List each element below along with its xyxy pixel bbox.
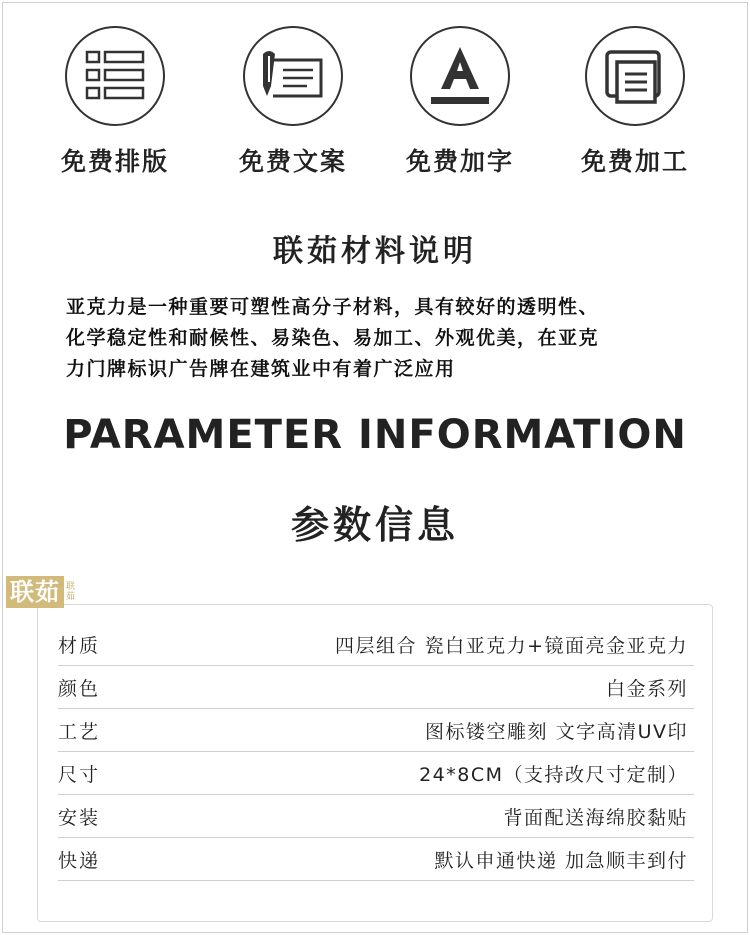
- param-value: 图标镂空雕刻 文字高清UV印: [425, 721, 688, 743]
- parameter-heading-cn: 参数信息: [290, 503, 459, 547]
- table-row: [58, 795, 694, 838]
- param-value: 默认申通快递 加急顺丰到付: [434, 850, 688, 872]
- parameter-table: [37, 604, 713, 922]
- table-row: [58, 623, 694, 666]
- param-key: 颜色: [58, 678, 101, 700]
- feature-label: 免费文案: [238, 147, 347, 176]
- param-value: 四层组合 瓷白亚克力+镜面亮金亚克力: [335, 635, 688, 657]
- letter-a-icon: [410, 26, 510, 126]
- brand-logo: [6, 575, 88, 609]
- pen-document-icon: [243, 26, 343, 126]
- param-value: 24*8CM（支持改尺寸定制）: [419, 764, 688, 786]
- table-row: [58, 752, 694, 795]
- param-key: 尺寸: [58, 764, 101, 786]
- feature-label: 免费加字: [405, 147, 514, 176]
- logo-text: 联茹: [6, 576, 64, 608]
- parameter-heading-en: PARAMETER INFORMATION: [63, 412, 687, 458]
- param-key: 安装: [58, 807, 101, 829]
- param-value: 背面配送海绵胶黏贴: [503, 807, 688, 829]
- param-key: 快递: [58, 850, 101, 872]
- table-row: [58, 838, 694, 881]
- table-row: [58, 709, 694, 752]
- feature-layout: [40, 26, 190, 178]
- feature-processing: [560, 26, 710, 178]
- table-row: [58, 666, 694, 709]
- description-line: 亚克力是一种重要可塑性高分子材料，具有较好的透明性、: [66, 296, 600, 318]
- material-description: [66, 292, 686, 385]
- description-line: 力门牌标识广告牌在建筑业中有着广泛应用: [66, 358, 456, 380]
- description-line: 化学稳定性和耐候性、易染色、易加工、外观优美，在亚克: [66, 327, 600, 349]
- param-value: 白金系列: [605, 678, 688, 700]
- feature-copywriting: [218, 26, 368, 178]
- material-title: 联茹材料说明: [273, 234, 477, 269]
- feature-label: 免费加工: [580, 147, 689, 176]
- feature-label: 免费排版: [60, 147, 169, 176]
- feature-row: [0, 26, 750, 186]
- param-key: 工艺: [58, 721, 101, 743]
- logo-side-text: 联茹: [66, 582, 76, 602]
- feature-add-text: [385, 26, 535, 178]
- param-key: 材质: [58, 635, 101, 657]
- layout-icon: [65, 26, 165, 126]
- printer-icon: [585, 26, 685, 126]
